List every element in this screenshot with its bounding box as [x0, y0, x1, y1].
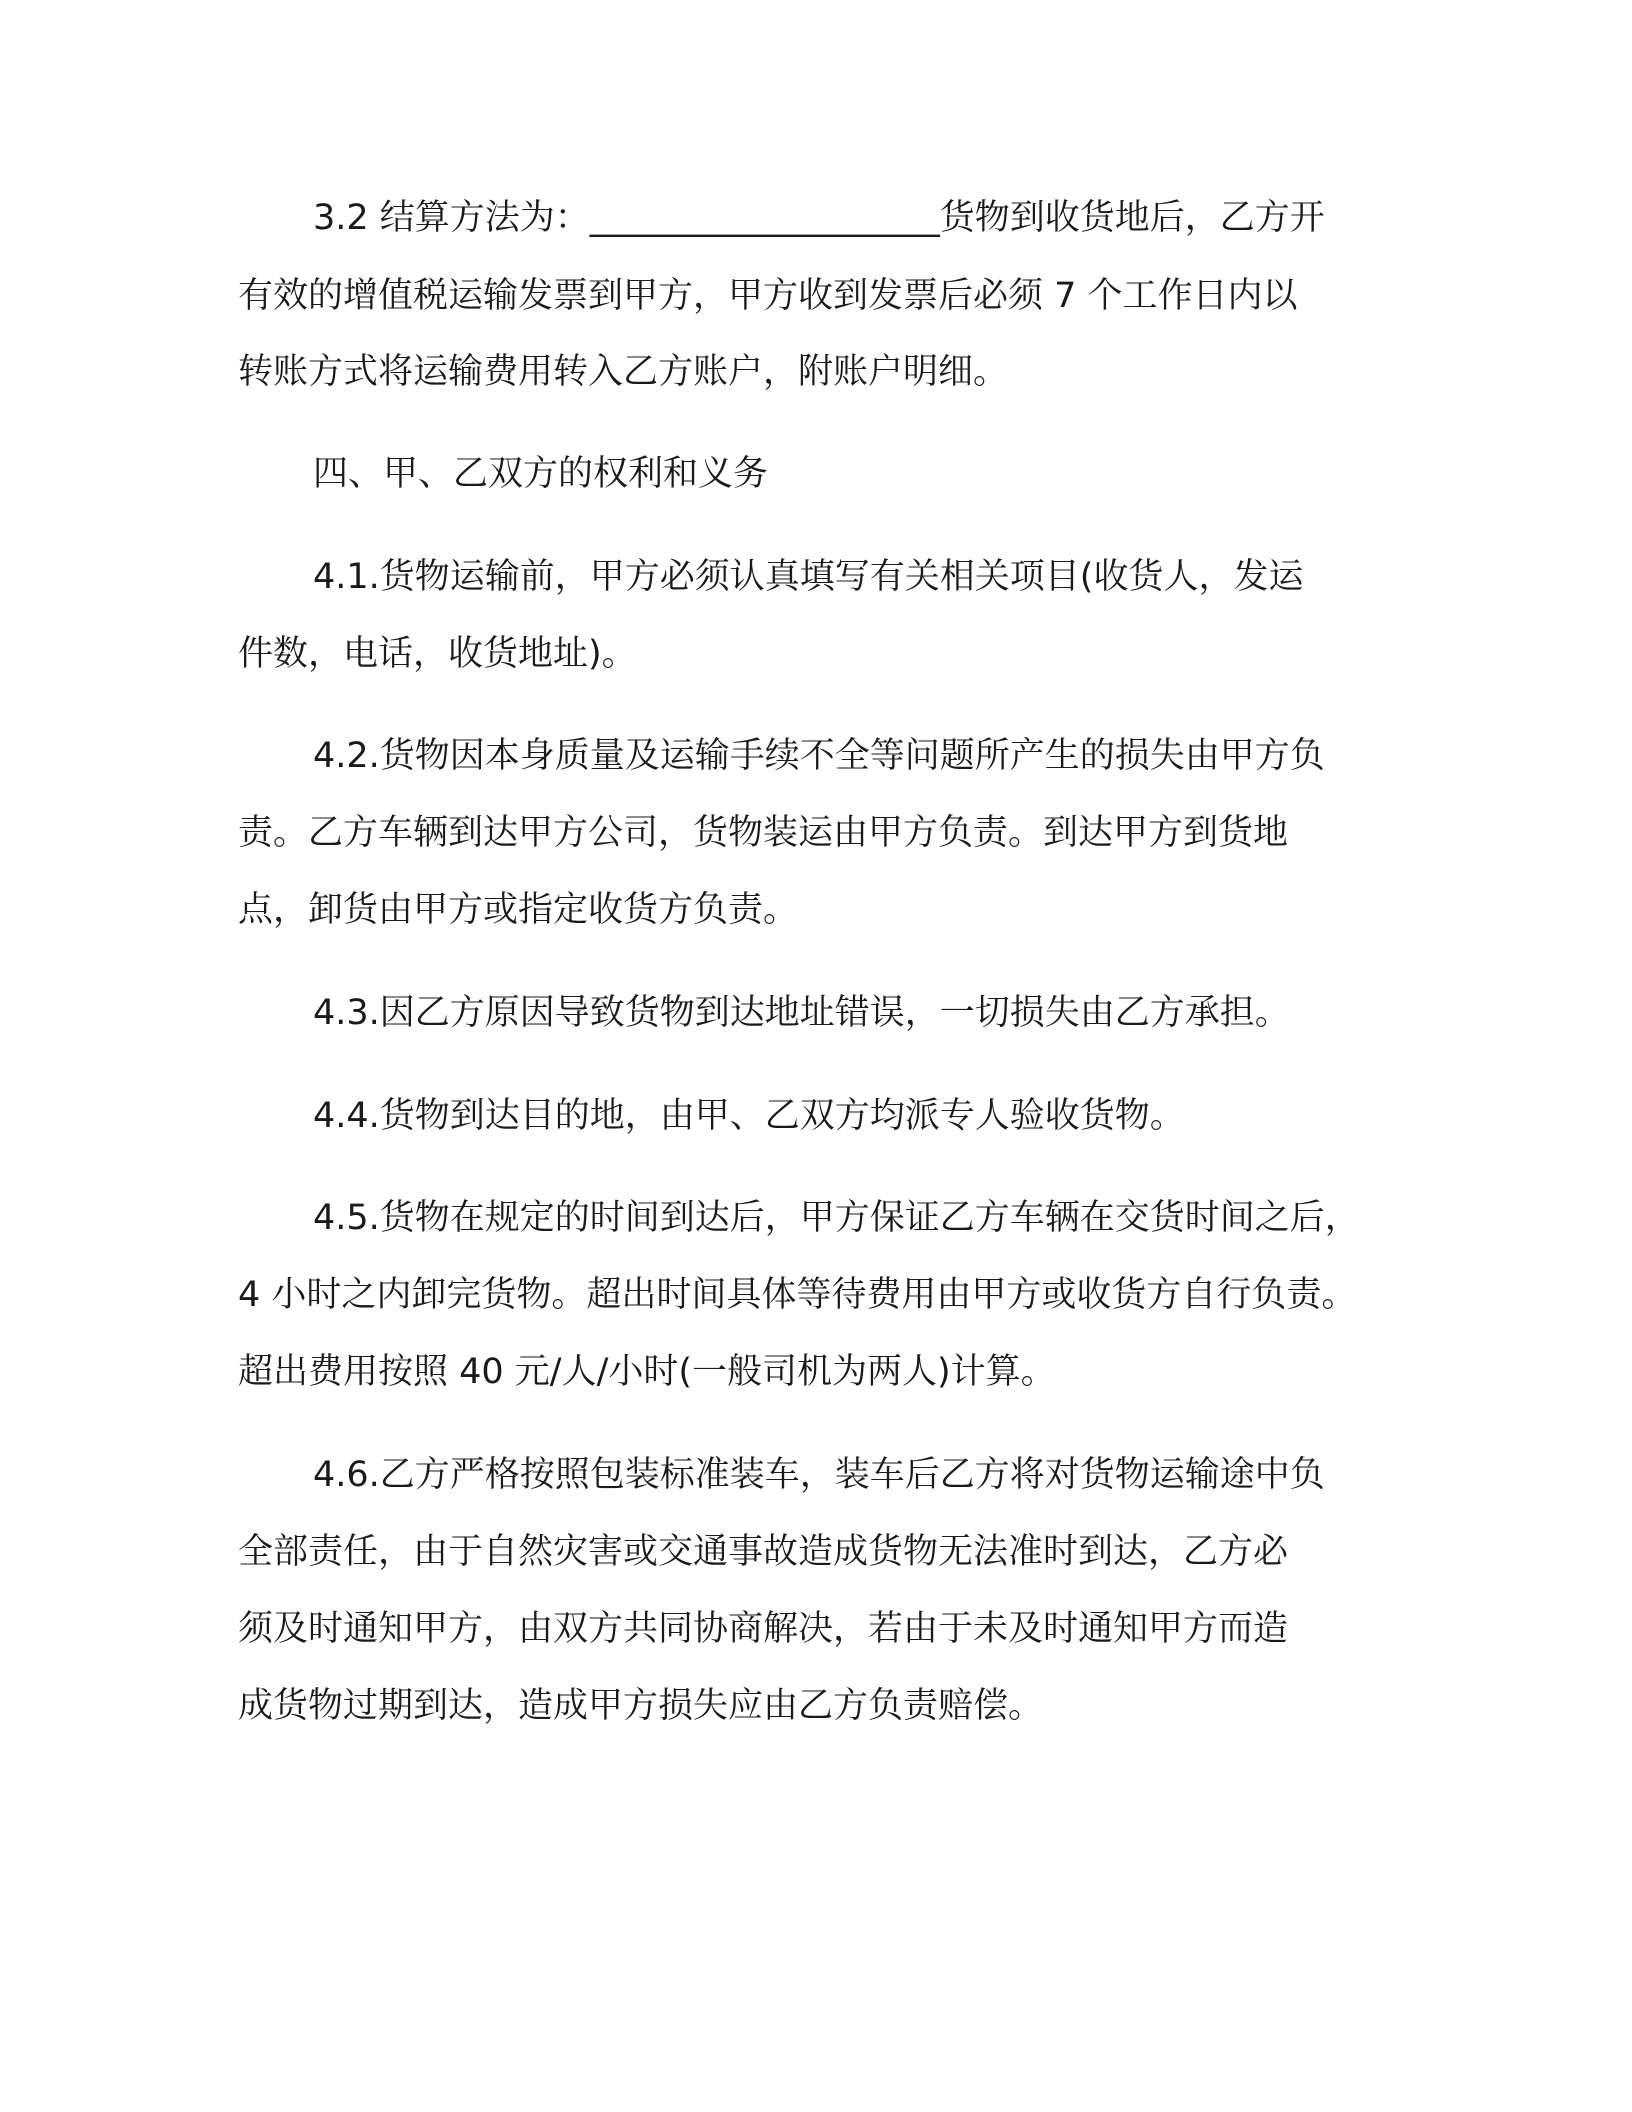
paragraph-4-5-line-1: 4.5.货物在规定的时间到达后，甲方保证乙方车辆在交货时间之后， — [313, 1198, 1360, 1238]
paragraph-3-2-line-1: 3.2 结算方法为：____________________货物到收货地后，乙方开 — [313, 198, 1325, 238]
paragraph-4-1-line-2: 件数，电话，收货地址)。 — [238, 634, 637, 674]
paragraph-4-2-line-2: 责。乙方车辆到达甲方公司，货物装运由甲方负责。到达甲方到货地 — [238, 813, 1289, 853]
paragraph-4-6-line-4: 成货物过期到达，造成甲方损失应由乙方负责赔偿。 — [238, 1686, 1044, 1726]
paragraph-4-5-line-3: 超出费用按照 40 元/人/小时(一般司机为两人)计算。 — [238, 1352, 1056, 1392]
paragraph-4-3-line-1: 4.3.因乙方原因导致货物到达地址错误，一切损失由乙方承担。 — [313, 993, 1290, 1033]
section-heading-4: 四、甲、乙双方的权利和义务 — [313, 454, 769, 494]
paragraph-4-2-line-1: 4.2.货物因本身质量及运输手续不全等问题所产生的损失由甲方负 — [313, 736, 1325, 776]
paragraph-4-6-line-2: 全部责任，由于自然灾害或交通事故造成货物无法准时到达，乙方必 — [238, 1532, 1289, 1572]
paragraph-4-4-line-1: 4.4.货物到达目的地，由甲、乙双方均派专人验收货物。 — [313, 1096, 1185, 1136]
paragraph-4-6-line-3: 须及时通知甲方，由双方共同协商解决，若由于未及时通知甲方而造 — [238, 1609, 1289, 1649]
paragraph-4-5-line-2: 4 小时之内卸完货物。超出时间具体等待费用由甲方或收货方自行负责。 — [238, 1275, 1357, 1315]
paragraph-4-2-line-3: 点，卸货由甲方或指定收货方负责。 — [238, 890, 799, 930]
paragraph-4-6-line-1: 4.6.乙方严格按照包装标准装车，装车后乙方将对货物运输途中负 — [313, 1455, 1325, 1495]
paragraph-3-2-line-2: 有效的增值税运输发票到甲方，甲方收到发票后必须 7 个工作日内以 — [238, 276, 1298, 316]
paragraph-4-1-line-1: 4.1.货物运输前，甲方必须认真填写有关相关项目(收货人，发运 — [313, 557, 1304, 597]
paragraph-3-2-line-3: 转账方式将运输费用转入乙方账户，附账户明细。 — [238, 352, 1009, 392]
